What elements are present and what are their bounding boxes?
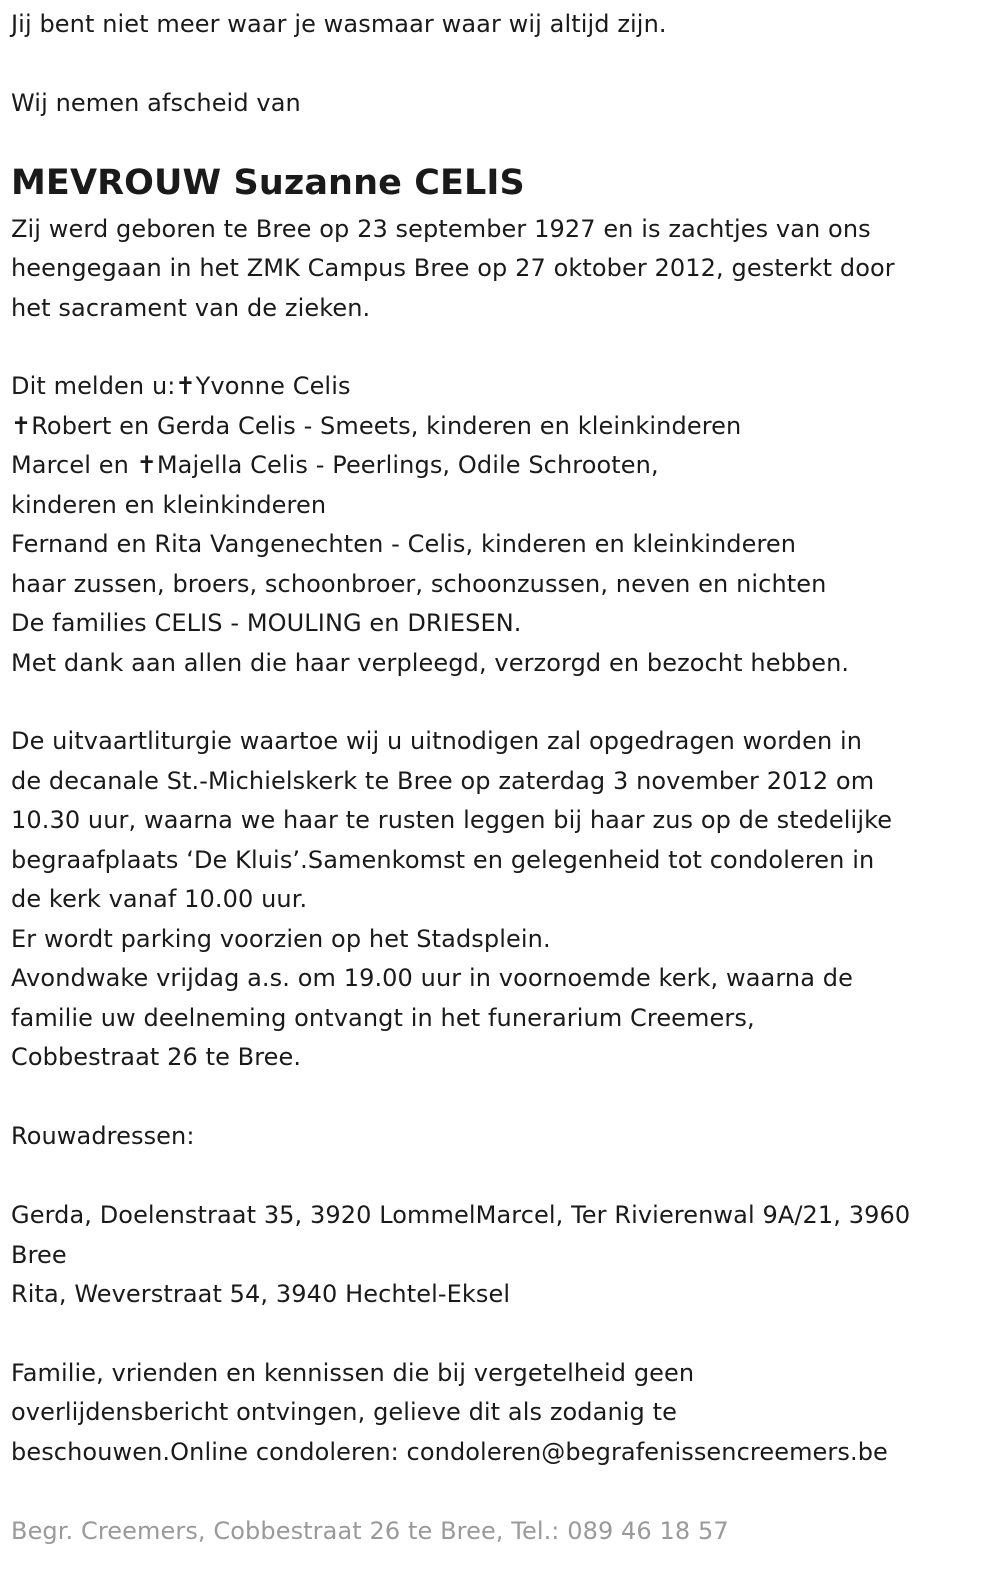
address-line: Gerda, Doelenstraat 35, 3920 LommelMarcel, Ter Rivierenwal 9A/21, 3960	[11, 1201, 911, 1229]
ceremony-line: de kerk vanaf 10.00 uur.	[11, 885, 308, 913]
ceremony-line: familie uw deelneming ontvangt in het funerarium Creemers,	[11, 1004, 755, 1032]
mourner-line: Dit melden u:✝Yvonne Celis	[11, 372, 351, 400]
bio-line: Zij werd geboren te Bree op 23 september 1927 en is zachtjes van ons	[11, 215, 871, 243]
mourner-line: Fernand en Rita Vangenechten - Celis, kinderen en kleinkinderen	[11, 530, 797, 558]
bio-line: het sacrament van de zieken.	[11, 294, 371, 322]
ceremony-line: 10.30 uur, waarna we haar te rusten leggen bij haar zus op de stedelijke	[11, 806, 893, 834]
addresses-heading: Rouwadressen:	[11, 1122, 195, 1150]
closing-line: Familie, vrienden en kennissen die bij vergetelheid geen	[11, 1359, 695, 1387]
mourner-line: De families CELIS - MOULING en DRIESEN.	[11, 609, 522, 637]
mourner-line: kinderen en kleinkinderen	[11, 491, 327, 519]
ceremony-line: Er wordt parking voorzien op het Stadsplein.	[11, 925, 551, 953]
intro-line: Wij nemen afscheid van	[11, 89, 301, 117]
thanks-line: Met dank aan allen die haar verpleegd, verzorgd en bezocht hebben.	[11, 649, 850, 677]
ceremony-line: begraafplaats ‘De Kluis’.Samenkomst en gelegenheid tot condoleren in	[11, 846, 875, 874]
funeral-home-footer: Begr. Creemers, Cobbestraat 26 te Bree, Tel.: 089 46 18 57	[11, 1517, 729, 1545]
ceremony-line: Avondwake vrijdag a.s. om 19.00 uur in voornoemde kerk, waarna de	[11, 964, 853, 992]
closing-line: beschouwen.Online condoleren: condoleren@begrafenissencreemers.be	[11, 1438, 888, 1466]
mourner-line: Marcel en ✝Majella Celis - Peerlings, Odile Schrooten,	[11, 451, 659, 479]
ceremony-line: Cobbestraat 26 te Bree.	[11, 1043, 302, 1071]
bio-line: heengegaan in het ZMK Campus Bree op 27 oktober 2012, gesterkt door	[11, 254, 895, 282]
mourner-line: haar zussen, broers, schoonbroer, schoonzussen, neven en nichten	[11, 570, 827, 598]
ceremony-line: De uitvaartliturgie waartoe wij u uitnodigen zal opgedragen worden in	[11, 727, 863, 755]
address-line: Bree	[11, 1241, 67, 1269]
address-line: Rita, Weverstraat 54, 3940 Hechtel-Eksel	[11, 1280, 511, 1308]
deceased-name: MEVROUW Suzanne CELIS	[11, 163, 525, 203]
mourner-line: ✝Robert en Gerda Celis - Smeets, kinderen en kleinkinderen	[11, 412, 742, 440]
ceremony-line: de decanale St.-Michielskerk te Bree op zaterdag 3 november 2012 om	[11, 767, 875, 795]
closing-line: overlijdensbericht ontvingen, gelieve dit als zodanig te	[11, 1398, 677, 1426]
opening-line: Jij bent niet meer waar je wasmaar waar wij altijd zijn.	[11, 10, 667, 38]
